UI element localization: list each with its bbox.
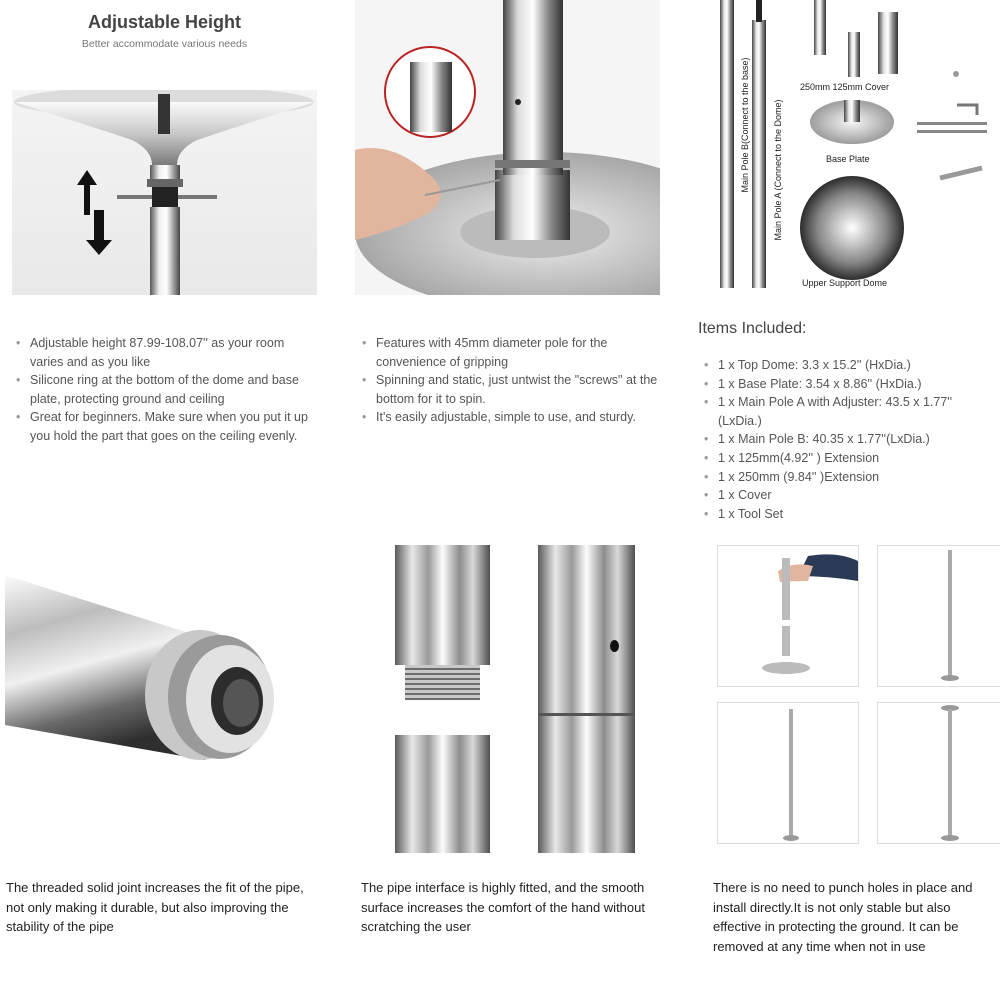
extensions-cover-label: 250mm 125mm Cover [800,82,890,92]
grip-spin-bullets [360,334,660,427]
pole-base-hand-image [355,0,660,295]
list-item: • 1 x Base Plate: 3.54 x 8.86'' (HxDia.) [702,375,987,394]
install-caption: There is no need to punch holes in place and install directly.It is not only stable but also effective in protecting the ground. It can be removed at any time when not in use [713,880,973,954]
pole-a-label: Main Pole A (Connect to the Dome) [773,99,783,241]
list-item: • Features with 45mm diameter pole for the convenience of gripping [360,334,660,371]
install-step-2-image [877,545,1000,687]
install-step-3-image [717,702,859,844]
list-item: • Silicone ring at the bottom of the dome and base plate, protecting ground and ceiling [14,371,319,408]
pipe-interface-image [390,545,640,853]
list-item: • Adjustable height 87.99-108.07'' as your room varies and as you like [14,334,319,371]
items-included-title: Items Included: [698,320,807,337]
list-item: • 1 x Tool Set [702,505,987,524]
upper-dome-label: Upper Support Dome [802,278,888,288]
list-item: • Spinning and static, just untwist the "screws" at the bottom for it to spin. [360,371,660,408]
list-item: • 1 x Main Pole A with Adjuster: 43.5 x 1.77'' (LxDia.) [702,393,987,430]
parts-diagram [712,0,1000,295]
items-included-list [702,356,987,523]
list-item: • Great for beginners. Make sure when you put it up you hold the part that goes on the ceiling evenly. [14,408,319,445]
dome-closeup-image [12,90,317,295]
list-item: • 1 x Cover [702,486,987,505]
pipe-interface-caption: The pipe interface is highly fitted, and the smooth surface increases the comfort of the hand without scratching the user [361,880,645,934]
threaded-joint-caption: The threaded solid joint increases the fit of the pipe, not only making it durable, but also improving the stability of the pipe [6,880,304,934]
adjustable-height-title: Adjustable Height [87,12,241,32]
list-item: • 1 x Main Pole B: 40.35 x 1.77''(LxDia.) [702,430,987,449]
base-plate-label: Base Plate [826,154,870,164]
threaded-joint-image [5,545,310,850]
list-item: • 1 x 125mm(4.92'' ) Extension [702,449,987,468]
adjustable-height-bullets [14,334,319,446]
list-item: • 1 x Top Dome: 3.3 x 15.2'' (HxDia.) [702,356,987,375]
list-item: • 1 x 250mm (9.84'' )Extension [702,468,987,487]
install-step-4-image [877,702,1000,844]
adjustable-height-subtitle: Better accommodate various needs [81,38,248,50]
pole-b-label: Main Pole B(Connect to the base) [740,57,750,193]
list-item: • It's easily adjustable, simple to use, and sturdy. [360,408,660,427]
install-step-1-image [717,545,859,687]
